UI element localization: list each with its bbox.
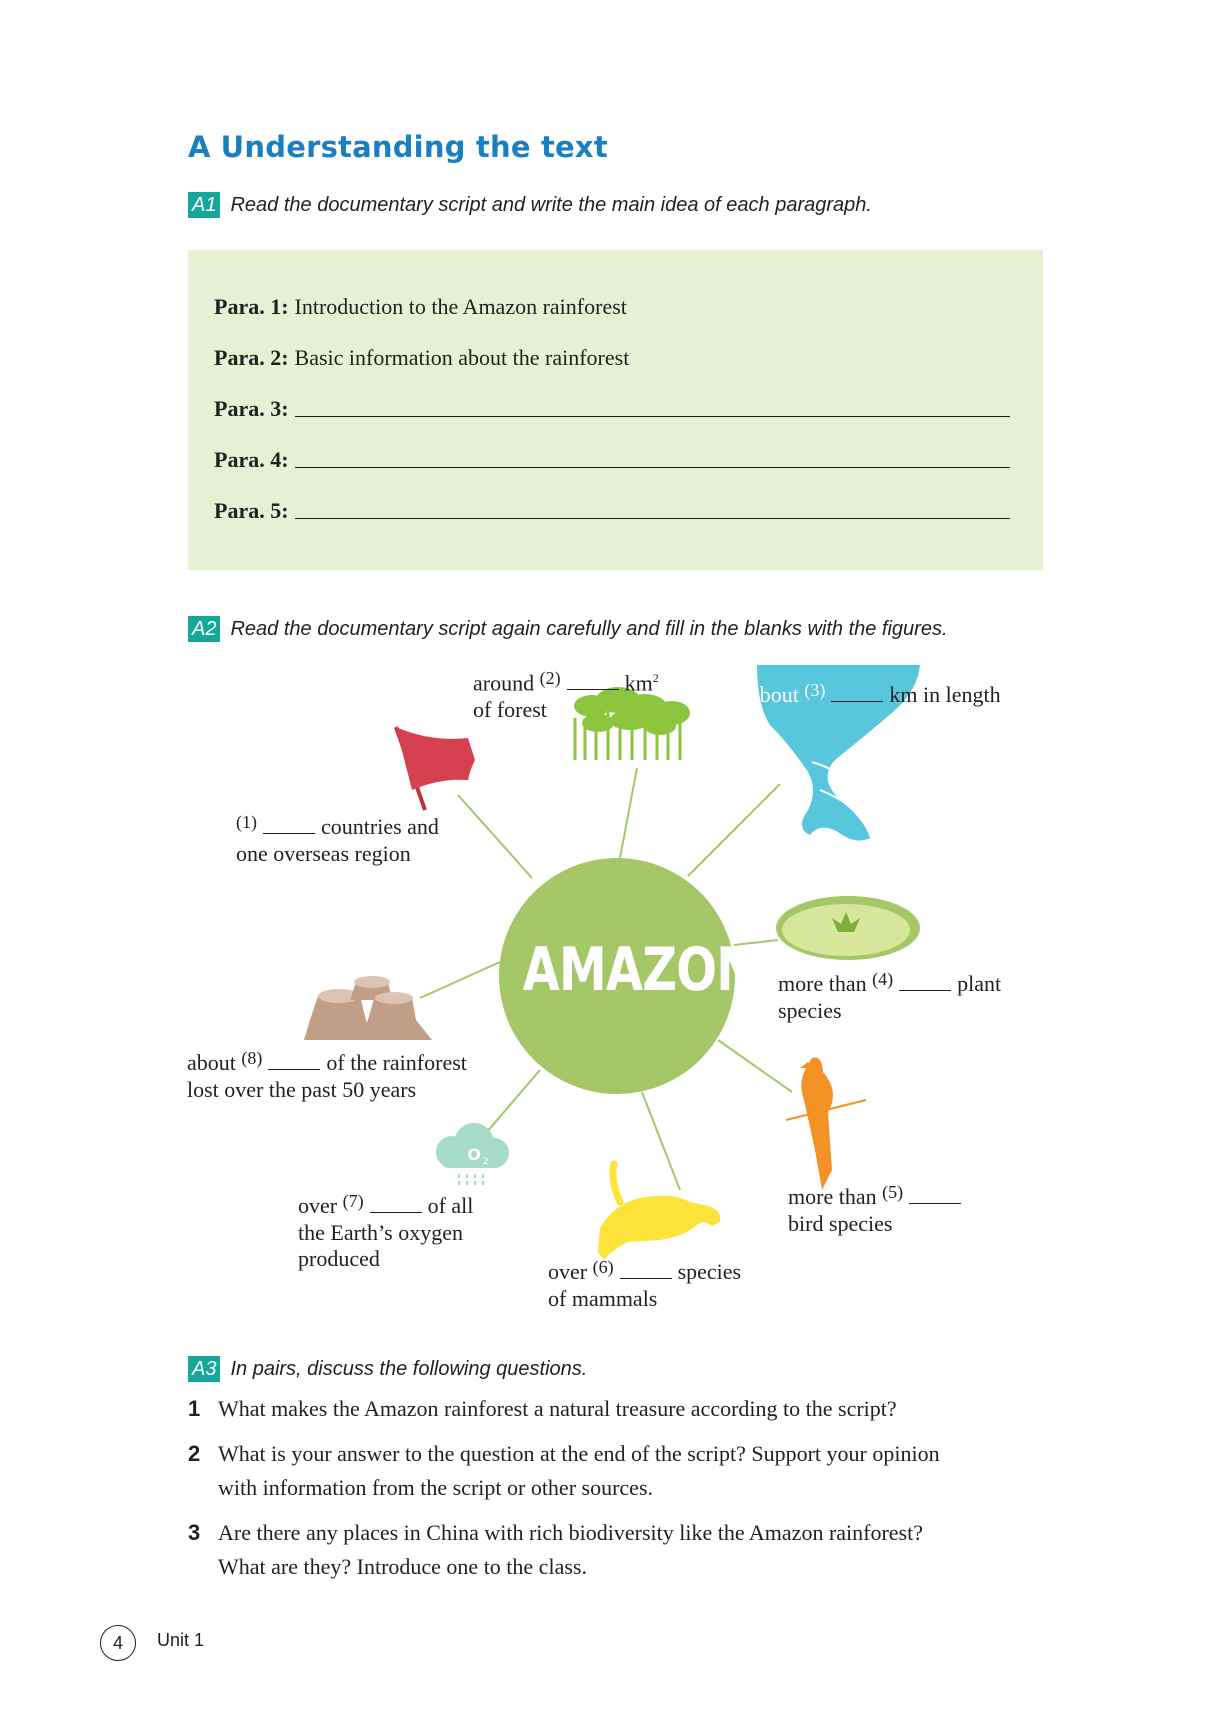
birds-label — [788, 1184, 967, 1237]
blank-5[interactable] — [909, 1202, 961, 1204]
para-label: Para. 1: — [214, 294, 289, 319]
question-text-line2: What are they? Introduce one to the class. — [218, 1554, 587, 1579]
a3-tag: A3 — [188, 1356, 220, 1382]
mammals-post: species — [677, 1259, 742, 1284]
blank-number-3: (3) — [804, 680, 826, 700]
question-text-line1: Are there any places in China with rich biodiversity like the Amazon rainforest? — [218, 1520, 923, 1545]
mammals-label — [548, 1259, 741, 1312]
forest-pre: around — [473, 670, 535, 696]
blank-8[interactable] — [268, 1068, 320, 1070]
blank-number-5: (5) — [882, 1182, 904, 1202]
svg-text:2: 2 — [483, 1157, 489, 1167]
oxygen-pre: over — [298, 1193, 338, 1218]
jaguar-icon — [598, 1164, 720, 1260]
para-answer: Basic information about the rainforest — [294, 345, 630, 370]
blank-number-4: (4) — [872, 969, 894, 989]
plants-line2: species — [778, 998, 842, 1023]
lost-line2: lost over the past 50 years — [187, 1077, 417, 1102]
plants-pre: more than — [778, 971, 867, 996]
forest-unit: km — [624, 670, 653, 696]
birds-pre: more than — [788, 1184, 877, 1209]
a3-instruction-text: In pairs, discuss the following questions. — [230, 1357, 588, 1380]
mammals-pre: over — [548, 1259, 588, 1284]
question-text-line1: What is your answer to the question at the end of the script? Support your opinion — [218, 1441, 940, 1466]
page-number: 4 — [100, 1625, 136, 1661]
countries-label — [236, 814, 439, 867]
plants-post: plant — [957, 971, 1002, 996]
bird-icon — [786, 1058, 866, 1190]
blank-7[interactable] — [370, 1211, 422, 1213]
question-item — [188, 1392, 897, 1426]
blank-1[interactable] — [263, 832, 315, 834]
oxygen-line3: produced — [298, 1246, 380, 1271]
blank-3[interactable] — [831, 700, 883, 702]
question-number: 1 — [188, 1396, 201, 1421]
unit-label: Unit 1 — [157, 1630, 205, 1650]
forest-unit-sup: 2 — [652, 671, 659, 685]
oxygen-line2: the Earth’s oxygen — [298, 1220, 463, 1245]
para-label: Para. 5: — [214, 498, 289, 523]
oxygen-post: of all — [427, 1193, 474, 1218]
plants-label — [778, 971, 1001, 1024]
a3-instruction — [188, 1356, 587, 1382]
oxygen-label — [298, 1193, 473, 1272]
blank-6[interactable] — [620, 1277, 672, 1279]
blank-number-1: (1) — [236, 812, 257, 832]
a2-tag: A2 — [188, 616, 220, 642]
blank-number-2: (2) — [539, 668, 561, 689]
rainforest-lost-label — [187, 1050, 467, 1103]
question-item — [188, 1437, 940, 1505]
a1-tag: A1 — [188, 192, 220, 218]
section-title-text: Understanding the text — [220, 130, 608, 164]
question-text-line2: with information from the script or other sources. — [218, 1475, 654, 1500]
question-text: What makes the Amazon rainforest a natural treasure according to the script? — [218, 1396, 897, 1421]
amazon-center-label: AMAZON — [522, 935, 756, 1005]
question-number: 2 — [188, 1441, 201, 1466]
blank-number-7: (7) — [342, 1191, 364, 1211]
flag-icon — [396, 727, 475, 810]
mammals-line2: of mammals — [548, 1286, 658, 1311]
blank-number-6: (6) — [592, 1257, 614, 1277]
lost-pre: about — [187, 1050, 236, 1075]
blank-4[interactable] — [899, 989, 951, 991]
river-post: km in length — [889, 682, 1001, 707]
para-label: Para. 4: — [214, 447, 289, 472]
question-number: 3 — [188, 1520, 201, 1545]
water-lily-icon — [776, 896, 920, 960]
para-label: Para. 2: — [214, 345, 289, 370]
a2-instruction-text: Read the documentary script again carefully and fill in the blanks with the figures. — [230, 617, 948, 640]
river-pre: about — [750, 682, 799, 707]
river-label — [750, 682, 1001, 709]
para-label: Para. 3: — [214, 396, 289, 421]
section-letter: A — [188, 130, 211, 164]
countries-post: countries and — [321, 814, 439, 839]
countries-line2: one overseas region — [236, 841, 411, 866]
para-answer: Introduction to the Amazon rainforest — [294, 294, 627, 319]
a1-instruction-text: Read the documentary script and write the main idea of each paragraph. — [230, 193, 872, 216]
tree-stumps-icon — [304, 976, 432, 1040]
forest-label — [473, 665, 659, 723]
lost-post: of the rainforest — [326, 1050, 467, 1075]
blank-2[interactable] — [567, 688, 619, 690]
oxygen-cloud-icon — [436, 1123, 509, 1185]
blank-number-8: (8) — [241, 1048, 263, 1068]
forest-line2: of forest — [473, 697, 547, 723]
birds-line2: bird species — [788, 1211, 893, 1236]
svg-text:O: O — [467, 1145, 481, 1164]
question-item — [188, 1516, 923, 1584]
